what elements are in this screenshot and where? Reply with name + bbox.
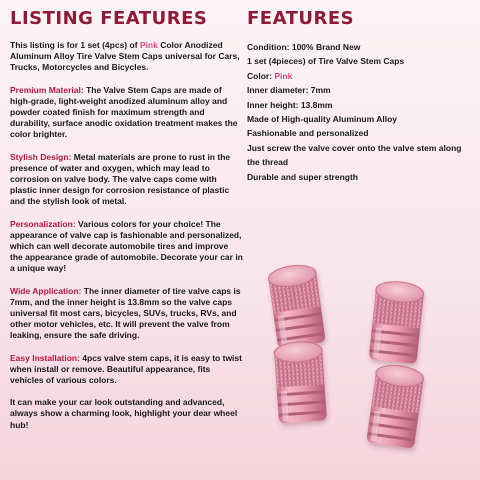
- valve-cap-bottom-left: [274, 340, 327, 423]
- valve-cap-top-right: [369, 280, 425, 365]
- feature-line-inner-diameter: Inner diameter: 7mm: [247, 85, 331, 96]
- intro-color-word: Pink: [139, 40, 158, 50]
- feature-line-color: [247, 69, 475, 83]
- feature-label: Personalization:: [10, 218, 76, 229]
- feature-line-material: Made of High-quality Aluminum Alloy: [247, 114, 398, 125]
- intro-text-start: This listing is for 1 set (4pcs) of: [10, 40, 140, 50]
- features-list: [247, 40, 475, 184]
- listing-features-column: [10, 40, 243, 442]
- feature-line-condition: Condition: 100% Brand New: [247, 42, 361, 52]
- closing-paragraph: It can make your car look outstanding and advanced, always show a charming look, highlight your dear wheel hub!: [10, 397, 238, 430]
- valve-cap-top-left: [267, 263, 326, 349]
- valve-caps-illustration: [250, 260, 470, 470]
- feature-label: Wide Application:: [10, 285, 82, 296]
- feature-text: The Valve Stem Caps are made of high-grade, light-weight anodized aluminum alloy and powder coated finish for maximum strength and durability, surface anodic oxidation treatment makes the color brighter.: [10, 84, 238, 140]
- feature-line-durable: Durable and super strength: [247, 171, 358, 182]
- feature-line-install: Just screw the valve cover onto the valve stem along the thread: [247, 142, 462, 168]
- valve-cap-bottom-right: [366, 363, 425, 449]
- feature-text: Metal materials are prone to rust in the presence of water and oxygen, which may lead to corrosion on valve body. The valve caps come with plastic inner design for corrosion resistance of plastic and the stylish look of metal.: [10, 151, 231, 207]
- valve-caps-product-image: [250, 260, 470, 470]
- feature-stylish-design: [10, 152, 243, 208]
- feature-label: Easy Installation:: [10, 352, 80, 363]
- feature-text: Various colors for your choice! The appearance of valve cap is fashionable and personalized, which can well decorate automobile tires and improve the appearance grade of automobile. Decorate your car in a unique way!: [10, 218, 243, 274]
- color-label: Color:: [247, 70, 275, 81]
- feature-personalization: [10, 219, 243, 275]
- feature-label: Stylish Design:: [10, 151, 72, 162]
- feature-line-inner-height: Inner height: 13.8mm: [247, 99, 333, 110]
- feature-line-style: Fashionable and personalized: [247, 128, 369, 139]
- feature-label: Premium Material:: [10, 84, 84, 95]
- features-heading: FEATURES: [247, 8, 355, 29]
- feature-text: 4pcs valve stem caps, it is easy to twist when install or remove. Beautiful appearance, fits vehicles of various colors.: [10, 352, 242, 386]
- feature-wide-application: [10, 286, 243, 342]
- intro-text-end: Color Anodized Aluminum Alloy Tire Valve Stem Caps universal for Cars, Trucks, Motorcycles and Bicycles.: [10, 40, 240, 73]
- feature-line-set: 1 set (4pieces) of Tire Valve Stem Caps: [247, 56, 405, 67]
- listing-features-heading: LISTING FEATURES: [10, 8, 208, 29]
- color-value: Pink: [274, 70, 293, 81]
- feature-easy-installation: [10, 353, 243, 387]
- feature-premium-material: [10, 85, 243, 141]
- intro-paragraph: [10, 40, 243, 74]
- feature-text: The inner diameter of tire valve caps is 7mm, and the inner height is 13.8mm so the valve caps universal fit most cars, bicycles, SUVs, trucks, RVs, and other motor vehicles, etc. It will prevent the valve from leaking, ensure the safe driving.: [10, 285, 241, 341]
